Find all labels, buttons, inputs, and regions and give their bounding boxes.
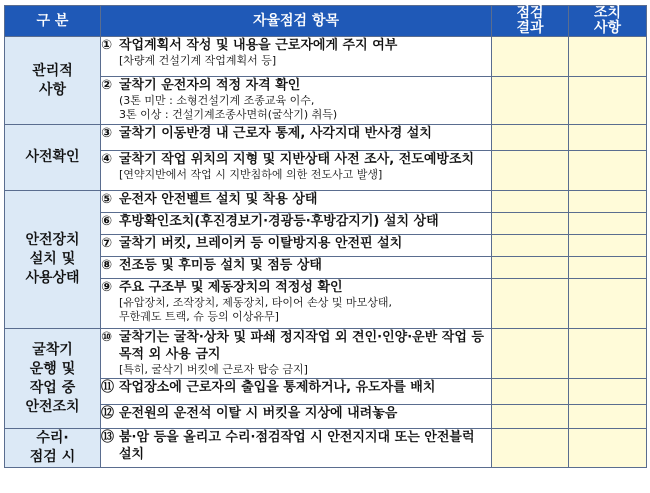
item-text: 굴착기 버킷, 브레이커 등 이탈방지용 안전핀 설치 — [119, 236, 403, 251]
check-item-main — [101, 125, 491, 142]
category-cell: 수리· 점검 시 — [5, 429, 101, 468]
check-item-main — [101, 279, 491, 296]
checklist-row — [5, 37, 647, 77]
check-item-main — [101, 429, 491, 463]
category-cell: 사전확인 — [5, 125, 101, 191]
item-number: ⑤ — [101, 192, 113, 207]
action-cell[interactable] — [569, 379, 647, 405]
item-note: [유압장치, 조작장치, 제동장치, 타이어 손상 및 마모상태, 무한궤도 트랙, 슈 등의 이상유무] — [119, 296, 393, 323]
action-cell[interactable] — [569, 235, 647, 257]
check-item — [101, 329, 492, 379]
checklist-row — [5, 125, 647, 151]
item-text: 후방확인조치(후진경보기·경광등·후방감지기) 설치 상태 — [119, 214, 439, 229]
checklist-row — [5, 151, 647, 191]
item-number: ⑪ — [101, 380, 115, 395]
header-items: 자율점검 항목 — [101, 6, 492, 37]
action-cell[interactable] — [569, 279, 647, 329]
item-number: ④ — [101, 152, 113, 167]
checklist-row — [5, 191, 647, 213]
result-cell[interactable] — [492, 77, 569, 125]
result-cell[interactable] — [492, 235, 569, 257]
result-cell[interactable] — [492, 429, 569, 468]
item-text: 운전자 안전벨트 설치 및 착용 상태 — [119, 192, 318, 207]
result-cell[interactable] — [492, 37, 569, 77]
check-item-main — [101, 405, 491, 422]
item-text: 전조등 및 후미등 설치 및 점등 상태 — [119, 258, 322, 273]
item-text: 작업계획서 작성 및 내용을 근로자에게 주지 여부 — [119, 38, 398, 53]
check-item — [101, 77, 492, 125]
action-cell[interactable] — [569, 405, 647, 429]
result-cell[interactable] — [492, 151, 569, 191]
header-row — [5, 6, 647, 37]
action-cell[interactable] — [569, 257, 647, 279]
category-cell: 안전장치 설치 및 사용상태 — [5, 191, 101, 329]
checklist-row — [5, 329, 647, 379]
item-number: ⑬ — [101, 430, 115, 445]
item-text: 굴착기 운전자의 적정 자격 확인 — [119, 78, 301, 93]
item-number: ③ — [101, 126, 113, 141]
check-item-main — [101, 77, 491, 94]
result-cell[interactable] — [492, 279, 569, 329]
result-cell[interactable] — [492, 405, 569, 429]
check-item — [101, 379, 492, 405]
item-note: [특히, 굴삭기 버킷에 근로자 탑승 금지] — [119, 363, 308, 376]
action-cell[interactable] — [569, 329, 647, 379]
check-item — [101, 191, 492, 213]
result-cell[interactable] — [492, 213, 569, 235]
check-item-main — [101, 191, 491, 208]
item-note: [차량계 건설기계 작업계획서 등] — [119, 54, 277, 67]
item-number: ⑦ — [101, 236, 113, 251]
item-text: 굴착기 작업 위치의 지형 및 지반상태 사전 조사, 전도예방조치 — [119, 152, 475, 167]
checklist-row — [5, 429, 647, 468]
checklist-row — [5, 213, 647, 235]
item-note: [연약지반에서 작업 시 지반침하에 의한 전도사고 발생] — [119, 168, 383, 181]
action-cell[interactable] — [569, 151, 647, 191]
category-cell: 관리적 사항 — [5, 37, 101, 125]
result-cell[interactable] — [492, 191, 569, 213]
checklist-sheet — [4, 5, 646, 488]
checklist-row — [5, 279, 647, 329]
item-text: 운전원의 운전석 이탈 시 버킷을 지상에 내려놓음 — [119, 406, 398, 421]
action-cell[interactable] — [569, 213, 647, 235]
result-cell[interactable] — [492, 257, 569, 279]
item-number: ⑥ — [101, 214, 113, 229]
check-item — [101, 429, 492, 468]
check-item-main — [101, 379, 491, 396]
header-result: 점검 결과 — [492, 6, 569, 37]
checklist-row — [5, 257, 647, 279]
item-number: ⑧ — [101, 258, 113, 273]
check-item-main — [101, 257, 491, 274]
item-text: 작업장소에 근로자의 출입을 통제하거나, 유도자를 배치 — [119, 380, 436, 395]
result-cell[interactable] — [492, 125, 569, 151]
item-number: ⑨ — [101, 280, 113, 295]
item-text: 굴착기 이동반경 내 근로자 통제, 사각지대 반사경 설치 — [119, 126, 432, 141]
item-number: ⑩ — [101, 330, 113, 345]
checklist-table — [4, 5, 647, 468]
check-item — [101, 37, 492, 77]
result-cell[interactable] — [492, 379, 569, 405]
check-item — [101, 235, 492, 257]
check-item — [101, 151, 492, 191]
check-item — [101, 279, 492, 329]
result-cell[interactable] — [492, 329, 569, 379]
category-cell: 굴착기 운행 및 작업 중 안전조치 — [5, 329, 101, 429]
check-item-main — [101, 329, 491, 363]
item-number: ⑫ — [101, 406, 115, 421]
check-item-main — [101, 235, 491, 252]
header-category: 구 분 — [5, 6, 101, 37]
action-cell[interactable] — [569, 125, 647, 151]
item-number: ② — [101, 78, 113, 93]
item-text: 주요 구조부 및 제동장치의 적정성 확인 — [119, 280, 343, 295]
checklist-row — [5, 379, 647, 405]
check-item-main — [101, 213, 491, 230]
checklist-row — [5, 77, 647, 125]
checklist-row — [5, 235, 647, 257]
action-cell[interactable] — [569, 77, 647, 125]
action-cell[interactable] — [569, 429, 647, 468]
checklist-row — [5, 405, 647, 429]
item-note: (3톤 미만 : 소형건설기계 조종교육 이수, 3톤 이상 : 건설기계조종사면허(굴삭기) 취득) — [119, 94, 338, 121]
check-item — [101, 257, 492, 279]
check-item — [101, 125, 492, 151]
item-text: 붐·암 등을 올리고 수리·점검작업 시 안전지지대 또는 안전블럭 설치 — [119, 430, 475, 462]
action-cell[interactable] — [569, 37, 647, 77]
item-text: 굴착기는 굴착·상차 및 파쇄 정지작업 외 견인·인양·운반 작업 등 목적 외 사용 금지 — [119, 330, 484, 362]
item-number: ① — [101, 38, 113, 53]
check-item — [101, 213, 492, 235]
check-item-main — [101, 37, 491, 54]
check-item — [101, 405, 492, 429]
action-cell[interactable] — [569, 191, 647, 213]
header-action: 조치 사항 — [569, 6, 647, 37]
check-item-main — [101, 151, 491, 168]
